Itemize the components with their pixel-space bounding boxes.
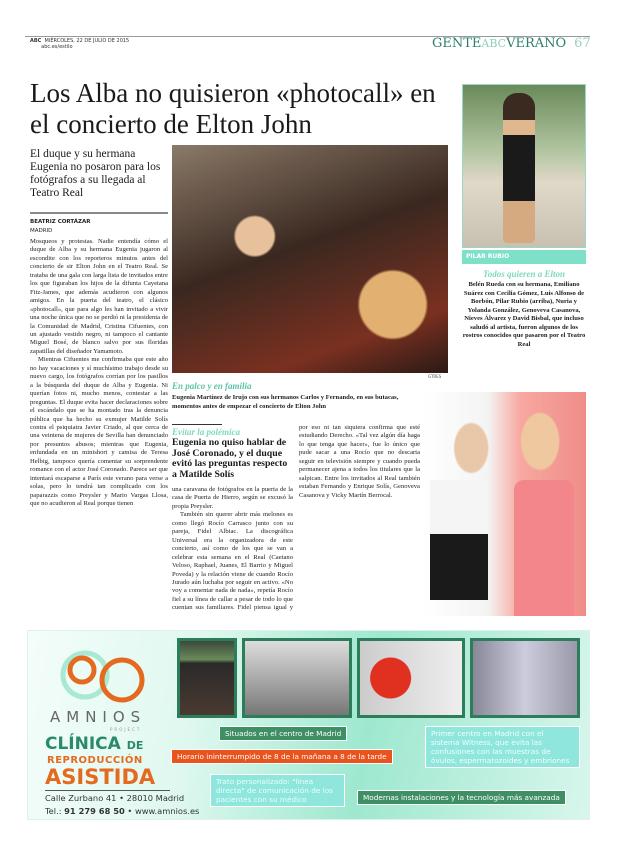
clinic-photo-entrance bbox=[177, 638, 237, 718]
headline: Los Alba no quisieron «photocall» en el concierto de Elton John bbox=[30, 78, 436, 139]
ad-line1b: DE bbox=[126, 739, 144, 752]
section-brand: ABC bbox=[481, 37, 507, 50]
phone-label: Tel.: bbox=[45, 805, 62, 816]
divider bbox=[45, 790, 170, 791]
person-figure bbox=[503, 93, 535, 243]
sidebar-photo-label: PILAR RUBIO bbox=[462, 250, 586, 264]
paper-name: ABC bbox=[30, 38, 42, 44]
highlight-box bbox=[172, 424, 293, 480]
ad-title-1 bbox=[45, 734, 143, 756]
caption-kicker: En palco y en familia bbox=[172, 381, 252, 391]
ad-badge-facilities: Modernas instalaciones y la tecnología más avanzada bbox=[357, 790, 566, 805]
highlight-kicker: Evitar la polémica bbox=[172, 427, 240, 437]
ad-brand: AMNIOS bbox=[50, 708, 147, 726]
ad-web[interactable]: • www.amnios.es bbox=[127, 805, 200, 816]
section-right: VERANO bbox=[506, 36, 567, 51]
subhead: El duque y su hermana Eugenia no posaron para los fotógrafos a su llegada al Teatro Real bbox=[30, 148, 161, 199]
amnios-logo-icon bbox=[60, 645, 150, 705]
location: MADRID bbox=[30, 228, 53, 234]
highlight-quote: Eugenia no quiso hablar de José Coronado, y el duque evitó las preguntas respecto a Matilde Solís bbox=[172, 437, 288, 480]
ad-badge-witness: Primer centro en Madrid con el sistema Witness, que evita las confusiones con las muestras de óvulos, espermatozoides y embriones bbox=[425, 726, 580, 768]
web: abc.es/estilo bbox=[41, 44, 73, 50]
article-column-2 bbox=[172, 424, 420, 616]
ad-phone: 91 279 68 50 bbox=[64, 805, 125, 816]
person-figure bbox=[430, 480, 488, 600]
ad-contact bbox=[45, 792, 199, 817]
person-figure bbox=[514, 480, 574, 616]
ad-badge-treatment: Trato personalizado: "línea directa" de comunicación de los pacientes con su médico bbox=[210, 774, 345, 807]
page-number: 67 bbox=[574, 36, 591, 51]
ad-badge-hours: Horario ininterrumpido de 8 de la mañana a 8 de la tarde bbox=[171, 749, 393, 764]
ad-line1: CLÍNICA bbox=[45, 734, 121, 754]
sidebar-text: Belén Rueda con su hermana, Emiliano Suárez con Cecilia Gómez, Luis Alfonso de Borbón, Pilar Rubio (arriba), Nuria y Yolanda González, Genoveva Casanova, Nieves Álvarez y David Bisbal, que incluso saludó al artista, fueron algunos de los rostros conocidos que pasaron por el Teatro Real bbox=[462, 281, 586, 348]
clinic-photo-hall bbox=[470, 638, 580, 718]
sidebar-photo bbox=[462, 84, 586, 248]
paragraph: Mientras Cifuentes me confirmaba que este año no hay vacaciones y sí muchísimo trabajo desde su nuevo cargo, los fotógrafos corrían por los pasillos a la búsqueda del duque de Alba y Eugenia. Ni querían fotos ni, mucho menos, contestar a las preguntas. El duque evita hacer declaraciones sobre el escándalo que se ha montado tras la denuncia pública que ha hecho su exmujer Matilde Solís contra el psiquiatra Javier Criado, al que cerca de una veintena de mujeres de Sevilla han denunciado por presuntos abusos; mientras que Eugenia, enfundada en un minishort y camisa de Teresa Helbig, tampoco quería comentar su sorprendente romance con el actor José Coronado. Parece ser que intentará escaparse a París este verano para verse a solas, pero lo tendrá tan complicado con los paparazzis como Preysler y Mario Vargas Llosa, que no acudieron al Real porque tienen bbox=[30, 356, 168, 508]
clinic-photo-sign bbox=[357, 638, 465, 718]
article-column-1 bbox=[30, 238, 168, 509]
photo-credit: GTRES bbox=[428, 374, 442, 379]
ad-title-3: ASISTIDA bbox=[45, 765, 156, 789]
ad-badge-location: Situados en el centro de Madrid bbox=[219, 726, 347, 741]
section-header bbox=[432, 36, 591, 51]
header-meta bbox=[30, 38, 129, 50]
ad-title-2: REPRODUCCIÓN bbox=[47, 755, 143, 766]
ad-brand-sub: PROJECT bbox=[110, 727, 142, 732]
second-photo bbox=[422, 392, 586, 616]
sidebar-kicker: Todos quieren a Elton bbox=[483, 269, 565, 279]
paragraph: Mosqueos y protestas. Nadie entendía cómo el duque de Alba y su hermana Eugenia jugaron al escondite con los reporteros minutos antes del concierto de sir Elton John en el Teatro Real. Se trataba de una gala con larga lista de invitados entre los que figuraban los hijos de la difunta Cayetana Fitz-James, que además acudieron con algunos amigos. En la puerta del teatro, el clásico «photocall», que para algo les han invitado a vivir una noche única que no se perdió ni la presidenta de la Comunidad de Madrid, Cristina Cifuentes, con un ajustado vestido negro, ni tampoco el cantante Miguel Bosé, de blanco salvo por sus floridas zapatillas del diseñador Yamamoto. bbox=[30, 238, 168, 355]
divider bbox=[172, 424, 222, 425]
paragraph: una caravana de fotógrafos en la puerta de la casa de Puerta de Hierro, según se excusó la propia Preysler. bbox=[172, 486, 293, 510]
clinic-photo-lab bbox=[242, 638, 352, 718]
main-photo bbox=[172, 145, 448, 373]
section-left: GENTE bbox=[432, 36, 482, 51]
paragraph: También sin querer abrir más melones es como llegó Rocío Carrasco junto con su pareja, Fidel Albiac. La discográfica Universal era la organizadora de este concierto, así como de los que se van a celebrar esta semana en el Real (Caetano Veloso, Raphael, Juanes, El Barrio y Miguel Poveda) y la relación viene de cuando Rocío Jurado aún luchaba por seguir en activo. «No voy a comentar nada de nada», repetía Rocío fiel a su línea de callar a pesar de todo lo que cuentan sus familiares. Fidel piensa igual y por eso ni tan siquiera confirma que esté estudiando Derecho. «Tal vez algún día haga lo que tenga que hacer», fue lo único que pude sacar a una Rocío que no descarta seguir en televisión siempre y cuando pueda permanecer ajena a todos los titulares que la salpican. Entre los invitados al Real también estaban Fernando y Enrique Solís, Genoveva Casanova y Vicky Martín Berrocal. bbox=[172, 424, 420, 612]
byline bbox=[30, 212, 168, 236]
photo-caption: Eugenia Martínez de Irujo con sus hermanos Carlos y Fernando, en sus butacas, momentos antes de empezar el concierto de Elton John bbox=[172, 394, 399, 410]
author: BEATRIZ CORTÁZAR bbox=[30, 219, 91, 225]
date: MIÉRCOLES, 22 DE JULIO DE 2015 bbox=[44, 38, 130, 44]
ad-address: Calle Zurbano 41 • 28010 Madrid bbox=[45, 793, 185, 803]
